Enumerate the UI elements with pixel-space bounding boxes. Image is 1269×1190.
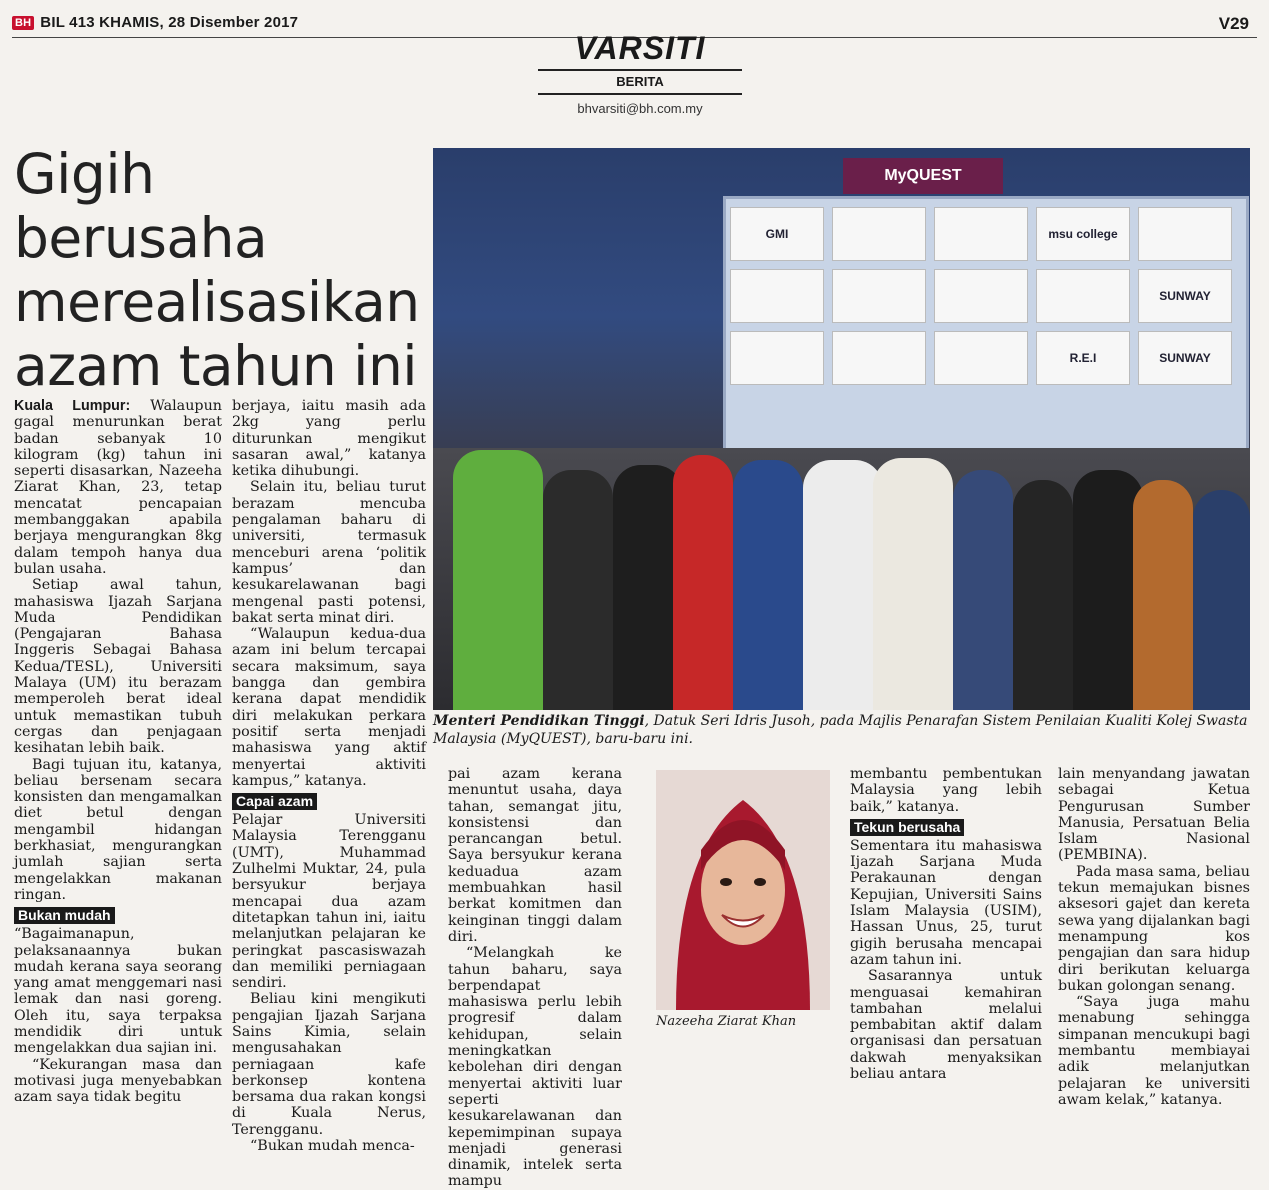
person (953, 470, 1013, 710)
paragraph-text: Walaupun gagal menurunkan berat badan sebanyak 10 kilogram (kg) tahun ini seperti disasarkan, Nazeeha Ziarat Khan, 23, tetap mencatat pencapaian membanggakan apabila berjaya mengurangkan 8kg dalam tempoh hanya dua bulan usaha. (14, 398, 222, 577)
logo-tile (934, 207, 1028, 261)
section-rule (538, 69, 742, 71)
caption-lead: Menteri Pendidikan Tinggi (433, 713, 645, 729)
caption-rest: , Datuk Seri Idris Jusoh, pada Majlis Penarafan Sistem Penilaian Kualiti Kolej Swasta Malaysia (MyQUEST), baru-baru ini. (433, 713, 1248, 747)
paragraph: “Walaupun kedua-dua azam ini belum tercapai secara maksimum, saya bangga dan gembira kerana dapat mendidik diri melakukan perkara positif serta menjadi mahasiswa yang aktif menyertai aktiviti kampus,” katanya. (232, 626, 426, 789)
person (733, 460, 803, 710)
column-1 (14, 398, 222, 1105)
person (1013, 480, 1073, 710)
portrait-caption: Nazeeha Ziarat Khan (656, 1014, 797, 1029)
person (673, 455, 733, 710)
paragraph: “Bukan mudah menca- (250, 1138, 415, 1155)
paragraph: Sasarannya untuk menguasai kemahiran tambahan melalui pembabitan aktif dalam organisasi dan persatuan dakwah menyaksikan beliau antara (850, 968, 1042, 1083)
logo-tile (1036, 269, 1130, 323)
paragraph: Beliau kini mengikuti pengajian Ijazah Sarjana Sains Kimia, selain mengusahakan perniagaan kafe berkonsep kontena bersama dua rakan kongsi di Kuala Nerus, Terengganu. (232, 991, 426, 1138)
column-3 (448, 766, 622, 1190)
myquest-banner: MyQUEST (843, 158, 1003, 194)
logo-tile: msu college (1036, 207, 1130, 261)
logo-tile: GMI (730, 207, 824, 261)
person (453, 450, 543, 710)
logo-tile (832, 207, 926, 261)
logo-tile (730, 269, 824, 323)
subhead: Tekun berusaha (850, 819, 964, 836)
logo-tile (934, 269, 1028, 323)
subhead: Capai azam (232, 793, 317, 810)
paragraph: lain menyandang jawatan sebagai Ketua Pengurusan Sumber Manusia, Persatuan Belia Islam Nasional (PEMBINA). (1058, 766, 1250, 864)
logo-tile (730, 331, 824, 385)
photo-caption (433, 712, 1250, 748)
paragraph: Sementara itu mahasiswa Ijazah Sarjana Muda Perakaunan dengan Kepujian, Universiti Sains Islam Malaysia (USIM), Hassan Unus, 25, turut gigih berusaha mencapai azam tahun ini. (850, 837, 1042, 968)
person (1133, 480, 1193, 710)
paragraph: pai azam kerana menuntut usaha, daya tahan, semangat jitu, konsistensi dan perancangan betul. Saya bersyukur kerana keduadua azam membuahkan hasil berkat komitmen dan keinginan tinggi dalam diri. (448, 766, 622, 945)
paragraph: “Kekurangan masa dan motivasi juga menyebabkan azam saya tidak begitu (14, 1056, 222, 1106)
section-email[interactable]: bhvarsiti@bh.com.my (577, 101, 703, 116)
portrait-illustration (656, 770, 830, 1010)
person (1193, 490, 1250, 710)
logo-tile (934, 331, 1028, 385)
column-4 (850, 766, 1042, 1082)
logo-tile (832, 269, 926, 323)
event-photo (433, 148, 1250, 710)
page-number: V29 (1218, 14, 1249, 33)
paragraph: Setiap awal tahun, mahasiswa Ijazah Sarjana Muda Pendidikan (Pengajaran Bahasa Inggeris Sebagai Bahasa Kedua/TESL), Universiti Malaya (UM) itu berazam memperoleh berat ideal untuk memastikan tubuh cergas dan penjagaan kesihatan lebih baik. (14, 577, 222, 757)
portrait-photo (656, 770, 830, 1010)
logo-tile: SUNWAY (1138, 269, 1232, 323)
section-name: VARSITI (574, 30, 706, 66)
section-sub: BERITA (616, 74, 664, 89)
paragraph: “Melangkah ke tahun baharu, saya berpendapat mahasiswa perlu lebih progresif dalam kehidupan, selain meningkatkan kebolehan diri dengan menyertai aktiviti luar seperti kesukarelawanan dan kepemimpinan supaya menjadi generasi dinamik, intelek serta mampu (448, 945, 622, 1190)
column-5 (1058, 766, 1250, 1108)
issue-date: BIL 413 KHAMIS, 28 Disember 2017 (40, 14, 299, 31)
paragraph: Pelajar Universiti Malaysia Terengganu (UMT), Muhammad Zulhelmi Muktar, 24, pula bersyukur berjaya mencapai dua azam ditetapkan tahun ini, iaitu melanjutkan pelajaran ke peringkat pascasiswazah dan memiliki perniagaan sendiri. (232, 812, 426, 992)
logo-tile: SUNWAY (1138, 331, 1232, 385)
logo-screen (723, 196, 1249, 452)
paragraph: “Saya juga mahu menabung sehingga simpanan mencukupi bagi membantu membiayai adik melanjutkan pelajaran ke universiti awam kelak,” katanya. (1058, 994, 1250, 1108)
section-rule-2 (538, 93, 742, 95)
paragraph: Selain itu, beliau turut berazam mencuba pengalaman baharu di universiti, termasuk menceburi arena ‘politik kampus’ dan kesukarelawanan bagi mengenal pasti potensi, bakat serta minat diri. (232, 479, 426, 626)
bh-logo: BH (12, 16, 34, 30)
person (803, 460, 883, 710)
paragraph: membantu pembentukan Malaysia yang lebih baik,” katanya. (850, 766, 1042, 815)
logo-tile (832, 331, 926, 385)
column-2 (232, 398, 426, 1154)
crowd (433, 448, 1250, 710)
paragraph: Pada masa sama, beliau tekun memajukan bisnes aksesori gajet dan kereta sewa yang dijalankan bagi menampung kos pengajian dan sara hidup diri berikutan keluarga bukan golongan senang. (1058, 863, 1250, 994)
headline: Gigih berusaha merealisasikan azam tahun ini (14, 142, 420, 398)
person (543, 470, 613, 710)
paragraph (14, 398, 222, 577)
dateline: Kuala Lumpur: (14, 398, 131, 414)
logo-tile (1138, 207, 1232, 261)
logo-tile: R.E.I (1036, 331, 1130, 385)
person (873, 458, 953, 710)
section-header (538, 30, 742, 116)
paragraph: “Bagaimanapun, pelaksanaannya bukan mudah kerana saya seorang yang amat menggemari nasi lemak dan nasi goreng. Oleh itu, saya terpaksa mendidik diri untuk mengelakkan dua sajian ini. (14, 926, 222, 1057)
masthead (12, 14, 298, 31)
paragraph: Bagi tujuan itu, katanya, beliau bersenam secara konsisten dan mengamalkan diet betul dengan mengambil hidangan berkhasiat, mengurangkan jumlah sajian serta mengelakkan makanan ringan. (14, 756, 222, 903)
subhead: Bukan mudah (14, 907, 115, 924)
paragraph: berjaya, iaitu masih ada 2kg yang perlu diturunkan mengikut sasaran awal,” katanya ketika dihubungi. (232, 398, 426, 480)
